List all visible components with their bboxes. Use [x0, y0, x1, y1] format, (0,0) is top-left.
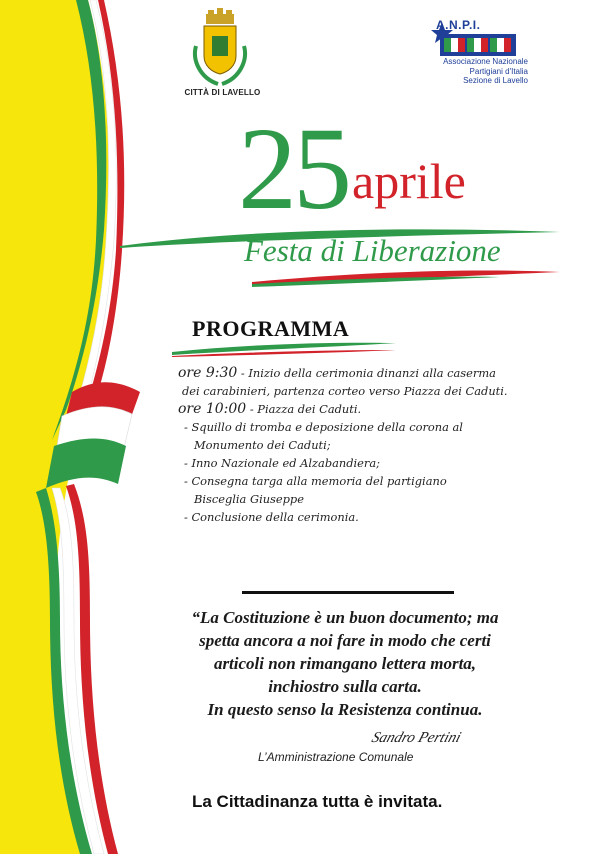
programma-time: ore 10:00 [178, 401, 247, 417]
programma-line [178, 472, 578, 490]
programma-text: - Conclusione della cerimonia. [184, 510, 359, 524]
programma-line [178, 508, 578, 526]
anpi-subtitle-line: Associazione Nazionale [443, 57, 528, 66]
anpi-acronym: A.N.P.I. [436, 18, 481, 32]
programma-text: - Piazza dei Caduti. [246, 402, 362, 416]
administration-credit: L’Amministrazione Comunale [258, 750, 414, 764]
programma-line [178, 490, 578, 508]
programma-title: PROGRAMMA [192, 316, 350, 341]
pertini-quote [150, 606, 540, 721]
programma-text: dei carabinieri, partenza corteo verso Piazza dei Caduti. [182, 384, 508, 398]
programma-text: Bisceglia Giuseppe [194, 492, 304, 506]
quote-line: In questo senso la Resistenza continua. [207, 700, 483, 719]
programma-text: - Consegna targa alla memoria del partigiano [184, 474, 447, 488]
city-caption: CITTÀ DI LAVELLO [184, 88, 261, 97]
invitation-line: La Cittadinanza tutta è invitata. [192, 792, 443, 811]
quote-line: articoli non rimangano lettera morta, [213, 654, 477, 673]
programma-line [178, 364, 578, 382]
city-crest-icon [195, 8, 245, 84]
hero-day: 25 [238, 103, 348, 234]
programma-text: Monumento dei Caduti; [194, 438, 331, 452]
quote-line: inchiostro sulla carta. [268, 677, 422, 696]
quote-line: “La Costituzione è un buon documento; ma [191, 608, 499, 627]
programma-time: ore 9:30 [178, 365, 238, 381]
programma-text: - Inizio della cerimonia dinanzi alla caserma [237, 366, 496, 380]
pertini-signature: Sandro Pertini [369, 730, 463, 746]
programma-text: - Squillo di tromba e deposizione della corona al [184, 420, 463, 434]
programma-text: - Inno Nazionale ed Alzabandiera; [184, 456, 380, 470]
programma-line [178, 400, 578, 418]
hero-month: aprile [352, 153, 466, 209]
programma-line [178, 382, 578, 400]
ribbon-twist-green [46, 439, 126, 489]
programma-line [178, 436, 578, 454]
anpi-subtitle-line: Sezione di Lavello [463, 76, 528, 85]
anpi-subtitle [408, 57, 528, 86]
hero-subtitle: Festa di Liberazione [244, 233, 501, 268]
section-divider [242, 591, 454, 594]
programma-line [178, 454, 578, 472]
programma-line [178, 418, 578, 436]
quote-line: spetta ancora a noi fare in modo che certi [199, 631, 491, 650]
programma-list [178, 364, 578, 526]
anpi-subtitle-line: Partigiani d'Italia [469, 66, 528, 76]
